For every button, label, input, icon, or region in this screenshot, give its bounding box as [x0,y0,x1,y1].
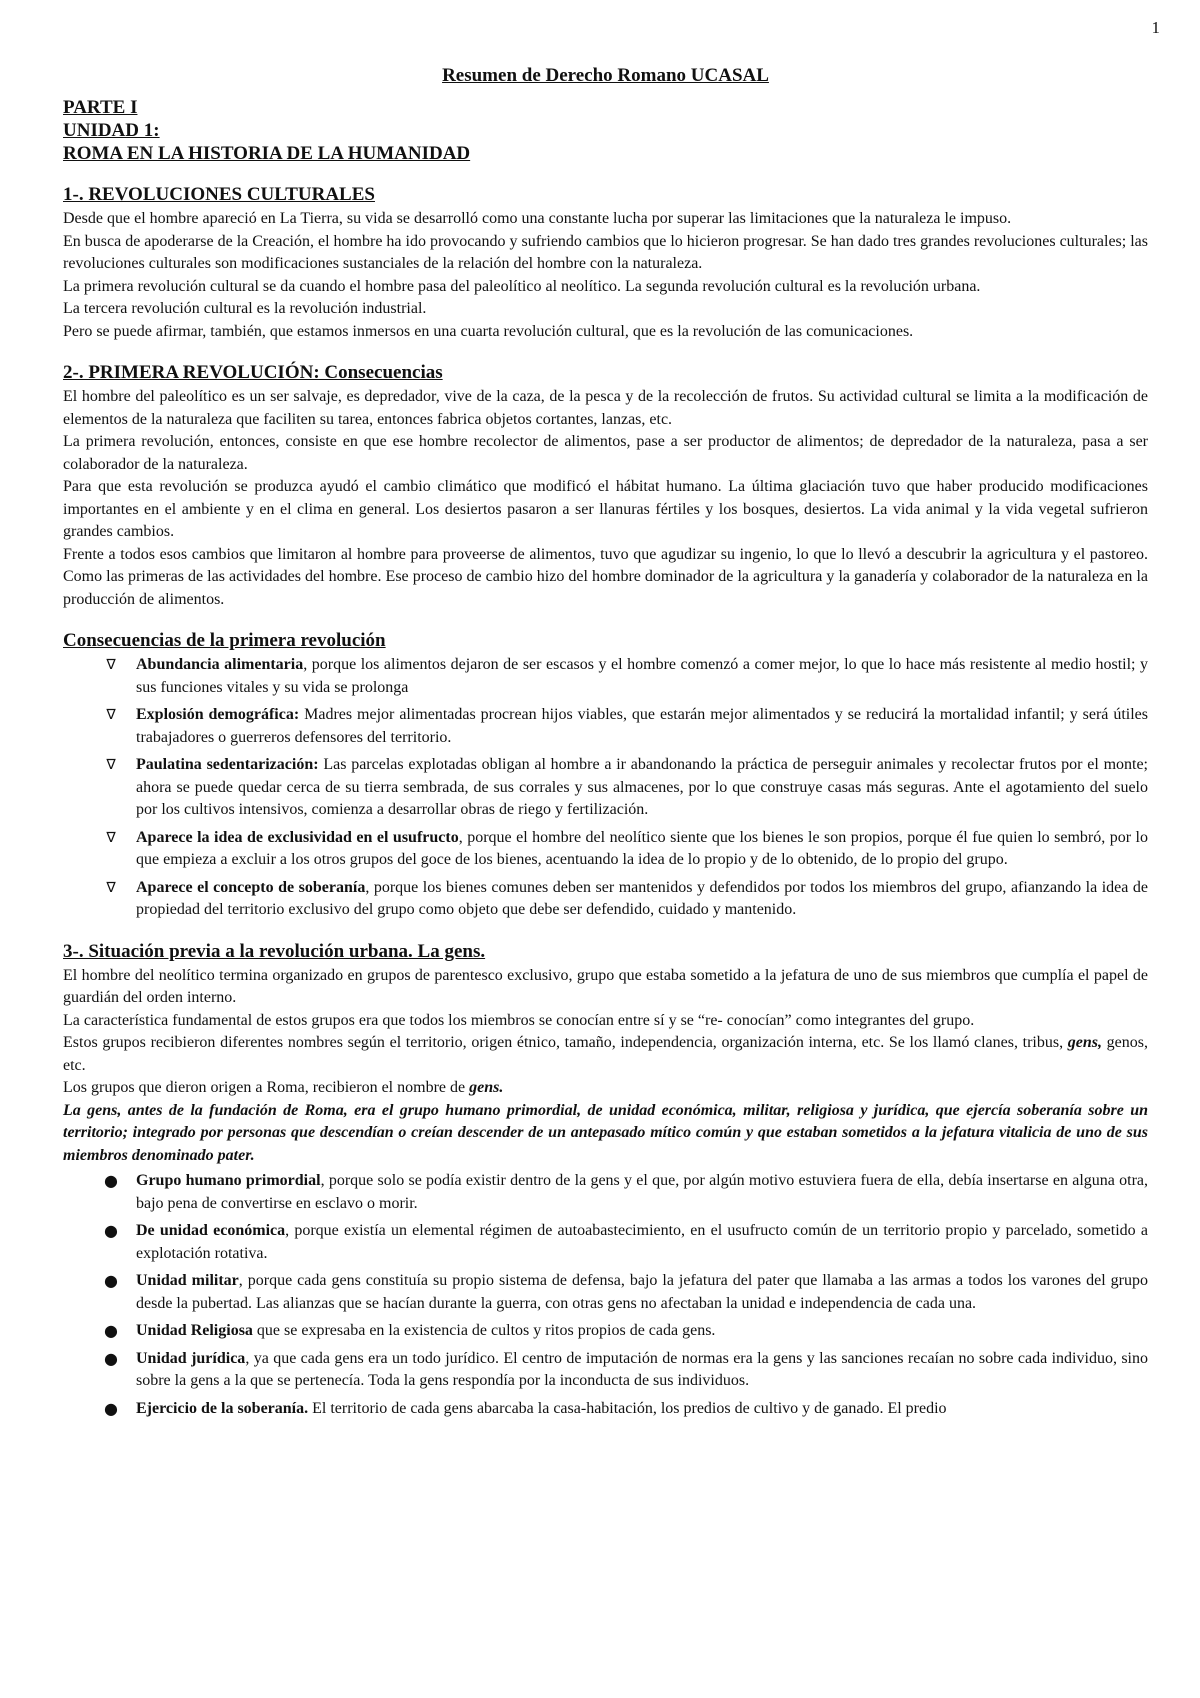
section-2-paragraph: El hombre del paleolítico es un ser salvaje, es depredador, vive de la caza, de la pesca y de la recolección de frutos. Su actividad cultural se limita a la modificación de elementos de la naturaleza que faciliten su tarea, entonces fabrica objetos cortantes, lanzas, etc. [63,388,1148,428]
dot-bullet-icon: ● [104,1171,118,1190]
section-1-paragraph: La primera revolución cultural se da cuando el hombre pasa del paleolítico al neolítico. La segunda revolución cultural es la revolución urbana. [63,277,981,295]
section-2-paragraph: La primera revolución, entonces, consiste en que ese hombre recolector de alimentos, pase a ser productor de alimentos; de depredador de la naturaleza, pasa a ser colaborador de la naturaleza. [63,433,1148,473]
list-item [63,654,1148,699]
consequences-heading: Consecuencias de la primera revolución [63,630,386,651]
list-item-text: , porque cada gens constituía su propio sistema de defensa, bajo la jefatura del pater que llamaba a las armas a todos los varones del grupo desde la pubertad. Las alianzas que se hacían durante la guerra, con otras gens no afectaban la unidad e independencia de cada una. [136,1272,1148,1312]
section-2-heading: 2-. PRIMERA REVOLUCIÓN: Consecuencias [63,362,443,383]
list-item-text: , ya que cada gens era un todo jurídico. El centro de imputación de normas era la gens y las sanciones recaían no sobre cada individuo, sino sobre la gens a la que se pertenecía. Toda la gens respondía por la inconducta de sus individuos. [136,1349,1149,1389]
list-item-text: Las parcelas explotadas obligan al hombre a ir abandonando la práctica de perseguir animales y recolectar frutos por el monte; ahora se puede quedar cerca de su tierra sembrada, de sus corrales y sus almacenes, por lo que construye casas más seguras. Ante el agotamiento del suelo por los cultivos intensivos, comienza a desarrollar obras de riego y fertilización. [136,756,1149,818]
list-item [63,1348,1148,1393]
section-1-paragraph: En busca de apoderarse de la Creación, el hombre ha ido provocando y sufriendo cambios que lo hicieron progresar. Se han dado tres grandes revoluciones culturales; las revoluciones culturales son modificaciones sustanciales de la relación del hombre con la naturaleza. [63,232,1148,272]
list-item [63,1398,1148,1421]
list-item-term: Ejercicio de la soberanía. [136,1399,309,1417]
paragraph-text: genos, etc. [63,1034,1148,1074]
dot-bullet-icon: ● [104,1221,118,1240]
consequences-list [63,654,1148,922]
triangle-bullet-icon: ∇ [106,657,116,673]
list-item-text: , porque los alimentos dejaron de ser escasos y el hombre comenzó a comer mejor, lo que lo hace más resistente al medio hostil; y sus funciones vitales y su vida se prolonga [136,656,1149,696]
dot-bullet-icon: ● [104,1321,118,1340]
list-item [63,1320,1148,1343]
section-1-paragraph: Pero se puede afirmar, también, que estamos inmersos en una cuarta revolución cultural, que es la revolución de las comunicaciones. [63,322,914,340]
list-item-text: , porque los bienes comunes deben ser mantenidos y defendidos por todos los miembros del grupo, afianzando la idea de propiedad del territorio exclusivo del grupo como objeto que debe ser defendido, cuidado y mantenido. [136,878,1149,918]
list-item [63,877,1148,922]
list-item-term: Abundancia alimentaria [136,656,304,673]
section-2-paragraph: Para que esta revolución se produzca ayudó el cambio climático que modificó el hábitat humano. La última glaciación tuvo que haber producido modificaciones importantes en el ambiente y en el clima en general. Los desiertos pasaron a ser llanuras fértiles y los bosques, desiertos. La vida animal y la vida vegetal sufrieron grandes cambios. [63,478,1148,540]
section-1-paragraph: Desde que el hombre apareció en La Tierra, su vida se desarrolló como una constante lucha por superar las limitaciones que la naturaleza le impuso. [63,210,1012,227]
list-item [63,754,1148,822]
list-item-text: El territorio de cada gens abarcaba la casa-habitación, los predios de cultivo y de ganado. El predio [308,1399,947,1417]
list-item [63,827,1148,872]
paragraph-text: Los grupos que dieron origen a Roma, recibieron el nombre de [63,1079,470,1096]
list-item-text: , porque existía un elemental régimen de autoabastecimiento, en el usufructo común de un territorio propio y parcelado, sometido a explotación rotativa. [136,1222,1148,1262]
gens-definition: La gens, antes de la fundación de Roma, era el grupo humano primordial, de unidad económica, militar, religiosa y jurídica, que ejercía soberanía sobre un territorio; integrado por personas que descendían o creían descender de un antepasado mítico común y que estaban sometidos a la jefatura vitalicia de uno de sus miembros denominado pater. [63,1101,1148,1164]
document-title: Resumen de Derecho Romano UCASAL [442,65,769,86]
page-number: 1 [1151,18,1160,37]
triangle-bullet-icon: ∇ [106,757,116,773]
list-item-text: Madres mejor alimentadas procrean hijos viables, que estarán mejor alimentados y se reducirá la mortalidad infantil; y será útiles trabajadores o guerreros defensores del territorio. [136,706,1149,746]
term-gens: gens. [469,1079,504,1096]
triangle-bullet-icon: ∇ [106,829,116,846]
term-gens: gens, [1067,1034,1102,1051]
section-3-paragraph: El hombre del neolítico termina organizado en grupos de parentesco exclusivo, grupo que estaba sometido a la jefatura de uno de sus miembros que cumplía el papel de guardián del orden interno. [63,966,1148,1006]
paragraph-text: Estos grupos recibieron diferentes nombres según el territorio, origen étnico, tamaño, independencia, organización interna, etc. Se los llamó clanes, tribus, [63,1034,1068,1051]
list-item [63,1170,1148,1215]
list-item-text: , porque el hombre del neolítico siente que los bienes le son propios, porque él fue quien lo sembró, por lo que empieza a excluir a los otros grupos del goce de los bienes, acentuando la idea de lo propio y de lo obtenido, de lo propio del grupo. [136,828,1149,868]
list-item-term: Paulatina sedentarización: [136,756,319,773]
triangle-bullet-icon: ∇ [106,707,116,723]
list-item [63,1270,1148,1315]
list-item-term: Unidad jurídica [136,1349,246,1367]
section-1-paragraph: La tercera revolución cultural es la revolución industrial. [63,300,427,317]
list-item [63,1220,1148,1265]
section-1-heading: 1-. REVOLUCIONES CULTURALES [63,184,375,205]
section-2-paragraph: Frente a todos esos cambios que limitaron al hombre para proveerse de alimentos, tuvo que agudizar su ingenio, lo que lo llevó a descubrir la agricultura y el pastoreo. Como las primeras de las actividades del hombre. Ese proceso de cambio hizo del hombre dominador de la agricultura y la ganadería y colaborador de la naturaleza en la producción de alimentos. [63,545,1148,608]
gens-characteristics-list [63,1170,1148,1420]
dot-bullet-icon: ● [104,1271,118,1290]
dot-bullet-icon: ● [104,1398,118,1418]
list-item-term: Aparece la idea de exclusividad en el usufructo [136,828,459,846]
part-heading: PARTE I [63,97,138,118]
unit-title: ROMA EN LA HISTORIA DE LA HUMANIDAD [63,143,471,164]
section-3-paragraph [63,1077,1148,1100]
list-item-term: Aparece el concepto de soberanía [136,878,366,896]
triangle-bullet-icon: ∇ [106,879,116,896]
list-item-text: que se expresaba en la existencia de cultos y ritos propios de cada gens. [252,1322,716,1339]
list-item-text: , porque solo se podía existir dentro de la gens y el que, por algún motivo estuviera fuera de ella, debía insertarse en alguna otra, bajo pena de convertirse en esclavo o morir. [136,1172,1148,1212]
list-item-term: Unidad militar [136,1272,239,1289]
unit-heading: UNIDAD 1: [63,120,160,141]
list-item-term: Explosión demográfica: [136,706,300,723]
list-item [63,704,1148,749]
section-3-heading: 3-. Situación previa a la revolución urbana. La gens. [63,940,486,962]
dot-bullet-icon: ● [104,1348,118,1368]
list-item-term: De unidad económica [136,1222,286,1239]
list-item-term: Grupo humano primordial [136,1172,321,1189]
section-3-paragraph [63,1032,1148,1077]
section-3-paragraph: La característica fundamental de estos grupos era que todos los miembros se conocían entre sí y se “re- conocían” como integrantes del grupo. [63,1011,975,1029]
list-item-term: Unidad Religiosa [136,1322,253,1339]
